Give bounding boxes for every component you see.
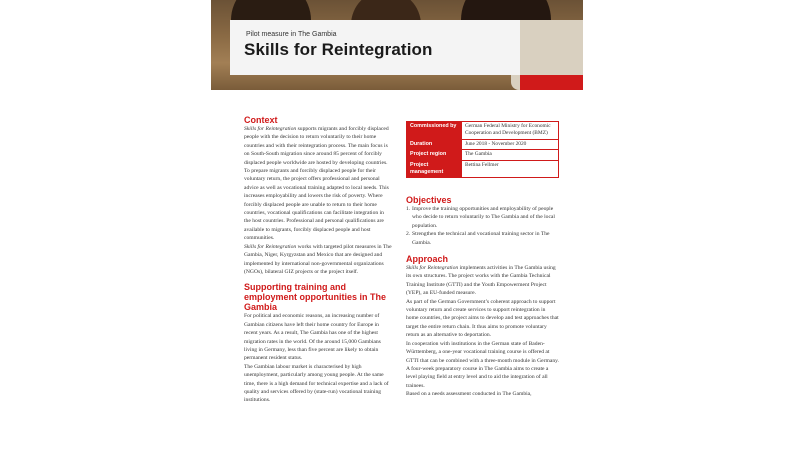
- table-row: [407, 139, 559, 149]
- table-key: Duration: [407, 139, 462, 149]
- approach-paragraph-1: Skills for Reintegration implements activities in The Gambia using its own structures. The project works with the Gambia Technical Training Institute (GTTI) and the Youth Empowerment Project (YEP), an EU-funded measure.: [406, 265, 556, 297]
- support-paragraph-2: The Gambian labour market is characterised by high unemployment, particularly among young people. At the same time, there is a high demand for technical expertise and a lack of quality and services offered by (state-run) vocational training institutions.: [244, 363, 389, 404]
- objectives-list: [406, 205, 559, 247]
- table-key: Project management: [407, 160, 462, 178]
- table-row: [407, 122, 559, 140]
- right-column: [406, 195, 559, 399]
- table-row: [407, 160, 559, 178]
- approach-heading: Approach: [406, 254, 449, 265]
- table-key: Commissioned by: [407, 122, 462, 140]
- objectives-heading: Objectives: [406, 195, 452, 205]
- page-title: Skills for Reintegration: [244, 40, 433, 59]
- list-item: 2. Strengthen the technical and vocational training sector in The Gambia.: [406, 231, 550, 246]
- table-key: Project region: [407, 150, 462, 160]
- table-value: June 2018 - November 2020: [462, 139, 559, 149]
- context-paragraph-3: Skills for Reintegration works with targeted pilot measures in The Gambia, Niger, Kyrgyzstan and Mexico that are designed and implemented by international non-governmental organizations (NGOs), bilateral GIZ projects or the project itself.: [244, 243, 392, 275]
- accent-bar: [520, 75, 583, 90]
- approach-paragraph-3: In cooperation with institutions in the German state of Baden-Württemberg, a one-year vocational training course is offered at GTTI that can be combined with a three-month module in Germany. A four-week preparatory course in The Gambia aims to create a level playing field at entry level and to aid the integration of all trainees.: [406, 340, 559, 389]
- approach-paragraph-2: As part of the German Government’s coherent approach to support voluntary return and create services to support reintegration in home countries, the project aims to develop and test approaches that target the entire return chain. It thus aims to promote voluntary return as an alternative to deportation.: [406, 298, 559, 339]
- support-heading: Supporting training and employment opportunities in The Gambia: [244, 282, 387, 313]
- project-info-table: [406, 121, 559, 178]
- context-paragraph-1: Skills for Reintegration supports migrants and forcibly displaced people with the decision to return voluntarily to their home countries and with their reintegration process. The main focus is on South-South migration since around 85 percent of forcibly displaced people worldwide are hosted by developing countries.: [244, 126, 389, 166]
- table-value: Bettina Fellmer: [462, 160, 559, 178]
- support-paragraph-1: For political and economic reasons, an increasing number of Gambian citizens have left their home country for Europe in recent years. As a result, The Gambia has one of the highest migration rates in the world. Of the around 15,000 Gambians living in Germany, less than five percent are likely to obtain permanent resident status.: [244, 313, 381, 362]
- kicker-text: Pilot measure in The Gambia: [246, 31, 337, 38]
- left-column: [244, 115, 392, 405]
- approach-paragraph-4: Based on a needs assessment conducted in The Gambia,: [406, 391, 532, 398]
- table-value: German Federal Ministry for Economic Cooperation and Development (BMZ): [462, 122, 559, 140]
- list-item: 1. Improve the training opportunities and employability of people who decide to return voluntarily to The Gambia and of the local population.: [406, 206, 555, 229]
- table-row: [407, 150, 559, 160]
- context-heading: Context: [244, 115, 278, 125]
- context-paragraph-2: To prepare migrants and forcibly displaced people for their voluntary return, the project offers professional and personal advice as well as vocational training adapted to local needs. This increases employability and lowers the risk of poverty. Where forcibly displaced people are unable to return to their home countries, vocational qualifications can facilitate integration in the host countries. Professional and personal qualifications are available to migrants, forcibly displaced people and host communities.: [244, 168, 389, 242]
- table-value: The Gambia: [462, 150, 559, 160]
